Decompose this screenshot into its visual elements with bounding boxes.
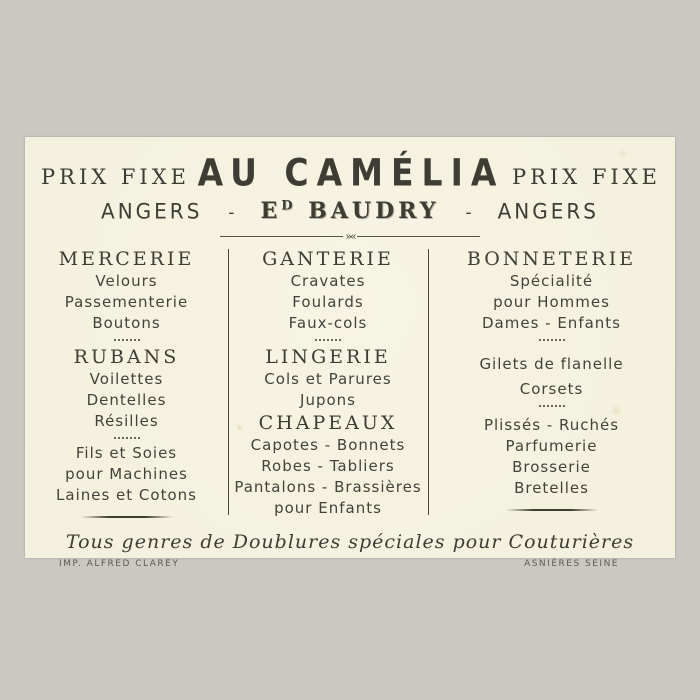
arrows-ornament-icon: »« (345, 230, 355, 243)
list-item: Boutons (92, 314, 161, 332)
section-heading: LINGERIE (265, 346, 391, 368)
list-item: Faux-cols (288, 314, 368, 332)
section-heading: BONNETERIE (466, 248, 637, 270)
column-end-rule (81, 516, 173, 518)
list-item: Parfumerie (505, 437, 598, 455)
list-item: Jupons (300, 391, 356, 409)
list-item: Robes - Tabliers (261, 457, 395, 475)
column-divider-line (428, 249, 429, 515)
dotted-divider (539, 405, 565, 407)
city-left: ANGERS (101, 198, 203, 224)
list-item: Cravates (290, 272, 366, 290)
ornament-line-right (357, 236, 480, 237)
list-item: Cols et Parures (264, 370, 392, 388)
ornament-line-left (220, 236, 343, 237)
list-item: Gilets de flanelle (479, 355, 624, 373)
dotted-divider (315, 339, 341, 341)
list-item: pour Enfants (274, 499, 382, 517)
list-item: Laines et Cotons (56, 486, 197, 504)
card-subheader (25, 198, 675, 224)
list-item: Pantalons - Brassières (234, 478, 422, 496)
printer-location: ASNIÈRES SEINE (524, 559, 619, 569)
list-item: Capotes - Bonnets (250, 436, 406, 454)
section-heading: GANTERIE (262, 248, 394, 270)
city-right: ANGERS (497, 198, 599, 224)
owner-sup: D (281, 198, 297, 214)
list-item: Plissés - Ruchés (483, 416, 620, 434)
section-heading: RUBANS (73, 346, 180, 368)
list-item: Fils et Soies (75, 444, 178, 462)
list-item: Dames - Enfants (481, 314, 621, 332)
owner-name (261, 198, 440, 224)
category-columns (25, 245, 675, 523)
list-item: Spécialité (509, 272, 594, 290)
list-item: Résilles (94, 412, 159, 430)
imprint-row (25, 553, 675, 569)
tagline: Tous genres de Doublures spéciales pour Couturières (65, 531, 635, 553)
dash: - (465, 202, 472, 223)
printer-imprint: IMP. ALFRED CLAREY (59, 559, 180, 569)
column-mercerie (25, 245, 228, 523)
dotted-divider (114, 339, 140, 341)
list-item: Passementerie (64, 293, 189, 311)
section-heading: MERCERIE (58, 248, 195, 270)
column-ganterie (228, 245, 428, 523)
prix-fixe-left: PRIX FIXE (41, 165, 191, 189)
list-item: Corsets (519, 380, 584, 398)
section-heading: CHAPEAUX (258, 412, 398, 434)
dash: - (228, 202, 235, 223)
shop-name: AU CAMÉLIA (197, 150, 505, 195)
column-bonneterie (428, 245, 675, 523)
list-item: Brosserie (512, 458, 591, 476)
list-item: Bretelles (514, 479, 589, 497)
dotted-divider (539, 339, 565, 341)
list-item: Dentelles (86, 391, 167, 409)
card-header (25, 137, 675, 195)
prix-fixe-right: PRIX FIXE (511, 165, 661, 189)
owner-surname: BAUDRY (308, 198, 440, 224)
list-item: pour Hommes (493, 293, 610, 311)
column-end-rule (506, 509, 598, 511)
owner-initial: E (260, 198, 282, 224)
dotted-divider (114, 437, 140, 439)
column-divider-line (228, 249, 229, 515)
list-item: Foulards (292, 293, 364, 311)
list-item: Velours (95, 272, 158, 290)
list-item: Voilettes (89, 370, 164, 388)
header-ornament-rule (220, 230, 480, 243)
trade-card (25, 137, 675, 569)
list-item: pour Machines (65, 465, 188, 483)
